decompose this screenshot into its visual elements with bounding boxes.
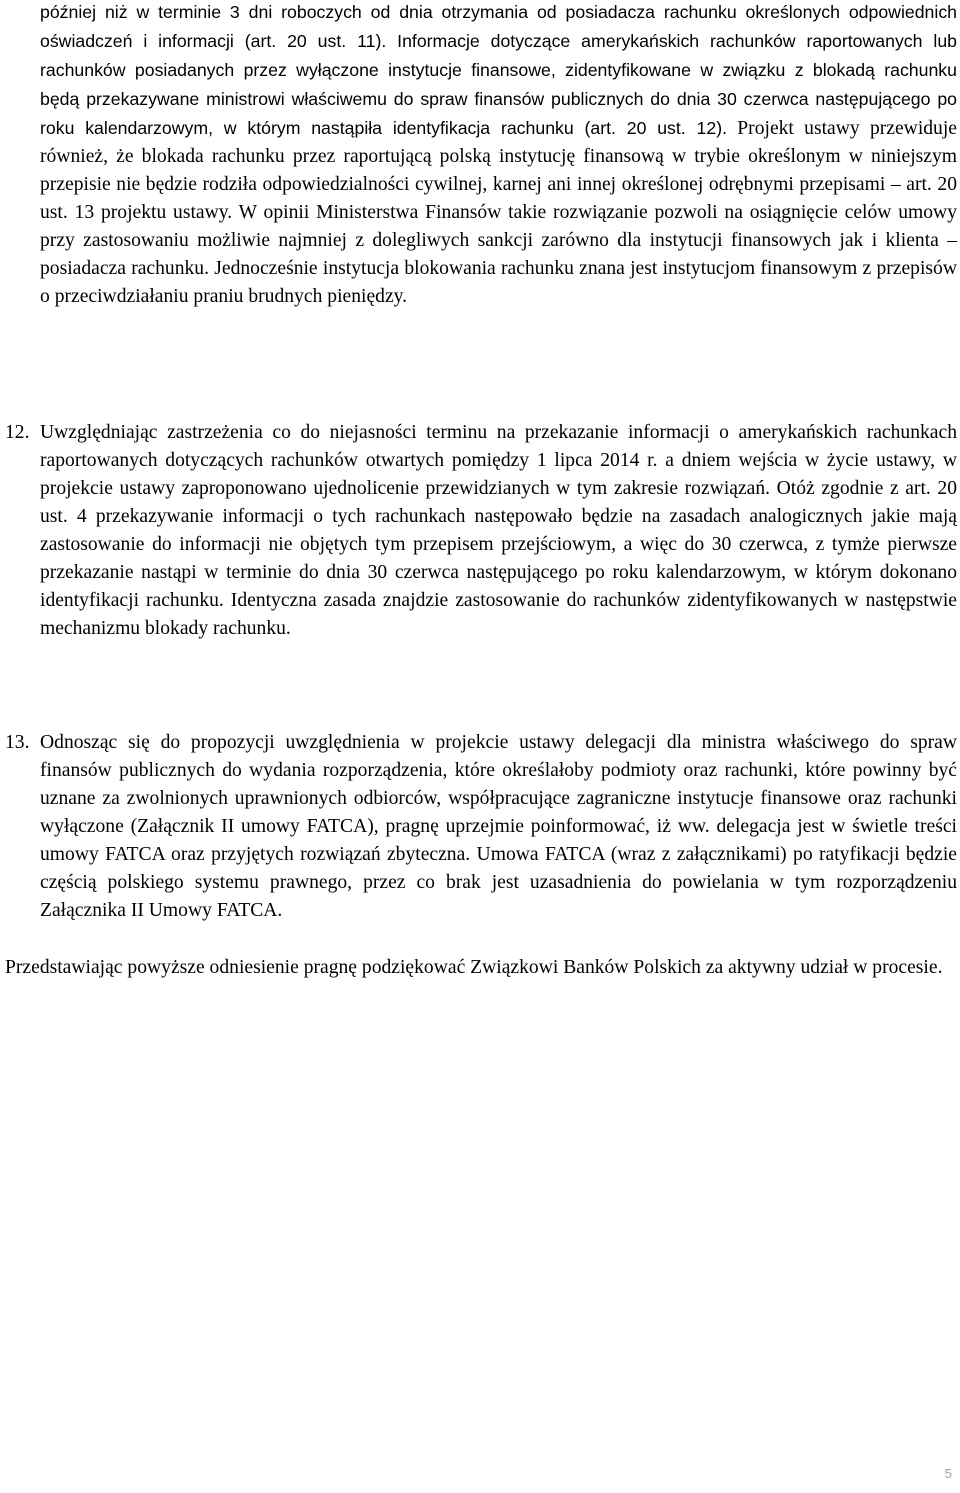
continuation-paragraph bbox=[40, 0, 957, 311]
list-item-text: Odnosząc się do propozycji uwzględnienia w projekcie ustawy delegacji dla ministra właściwego do spraw finansów publicznych do wydania rozporządzenia, które określałoby podmioty oraz rachunki, które powinny być uznane za zwolnionych uprawnionych odbiorców, współpracujące zagraniczne instytucje finansowe oraz rachunki wyłączone (Załącznik II umowy FATCA), pragnę uprzejmie poinformować, iż ww. delegacja jest w świetle treści umowy FATCA oraz przyjętych rozwiązań zbyteczna. Umowa FATCA (wraz z załącznikami) po ratyfikacji będzie częścią polskiego systemu prawnego, przez co brak jest uzasadnienia do powielania w tym rozporządzeniu Załącznika II Umowy FATCA. bbox=[40, 732, 957, 921]
page-number: 5 bbox=[944, 1466, 952, 1481]
list-item-number: 12. bbox=[5, 422, 30, 443]
list-item-number: 13. bbox=[5, 732, 30, 753]
continuation-text-part1: później niż w terminie 3 dni roboczych od dnia otrzymania od posiadacza rachunku określonych odpowiednich oświadczeń i informacji (art. 20 ust. 11). Informacje dotyczące amerykańskich rachunków raportowanych lub rachunków posiadanych przez wyłączone instytucje finansowe, zidentyfikowane w związku z blokadą rachunku będą przekazywane ministrowi właściwemu do spraw finansów publicznych do dnia 30 czerwca następującego po roku kalendarzowym, w którym nastąpiła identyfikacja rachunku (art. 20 ust. 12). bbox=[40, 2, 957, 138]
closing-paragraph: Przedstawiając powyższe odniesienie pragnę podziękować Związkowi Banków Polskich za aktywny udział w procesie. bbox=[5, 957, 943, 978]
list-item-text: Uwzględniając zastrzeżenia co do niejasności terminu na przekazanie informacji o amerykańskich rachunkach raportowanych dotyczących rachunków otwartych pomiędzy 1 lipca 2014 r. a dniem wejścia w życie ustawy, w projekcie ustawy zaproponowano ujednolicenie przewidzianych w tym zakresie rozwiązań. Otóż zgodnie z art. 20 ust. 4 przekazywanie informacji o tych rachunkach następowało będzie na zasadach analogicznych jakie mają zastosowanie do informacji nie objętych tym przepisem przejściowym, a więc do 30 czerwca, z tymże pierwsze przekazanie nastąpi w terminie do dnia 30 czerwca następującego po roku kalendarzowym, w którym dokonano identyfikacji rachunku. Identyczna zasada znajdzie zastosowanie do rachunków zidentyfikowanych w następstwie mechanizmu blokady rachunku. bbox=[40, 422, 957, 639]
continuation-text-part2: Projekt ustawy przewiduje również, że blokada rachunku przez raportującą polską instytucję finansową w trybie określonym w niniejszym przepisie nie będzie rodziła odpowiedzialności cywilnej, karnej ani innej określonej odrębnymi przepisami – art. 20 ust. 13 projektu ustawy. W opinii Ministerstwa Finansów takie rozwiązanie pozwoli na osiągnięcie celów umowy przy zastosowaniu możliwie najmniej z dolegliwych sankcji zarówno dla instytucji finansowych jak i klienta – posiadacza rachunku. Jednocześnie instytucja blokowania rachunku znana jest instytucjom finansowym z przepisów o przeciwdziałaniu praniu brudnych pieniędzy. bbox=[40, 118, 957, 307]
